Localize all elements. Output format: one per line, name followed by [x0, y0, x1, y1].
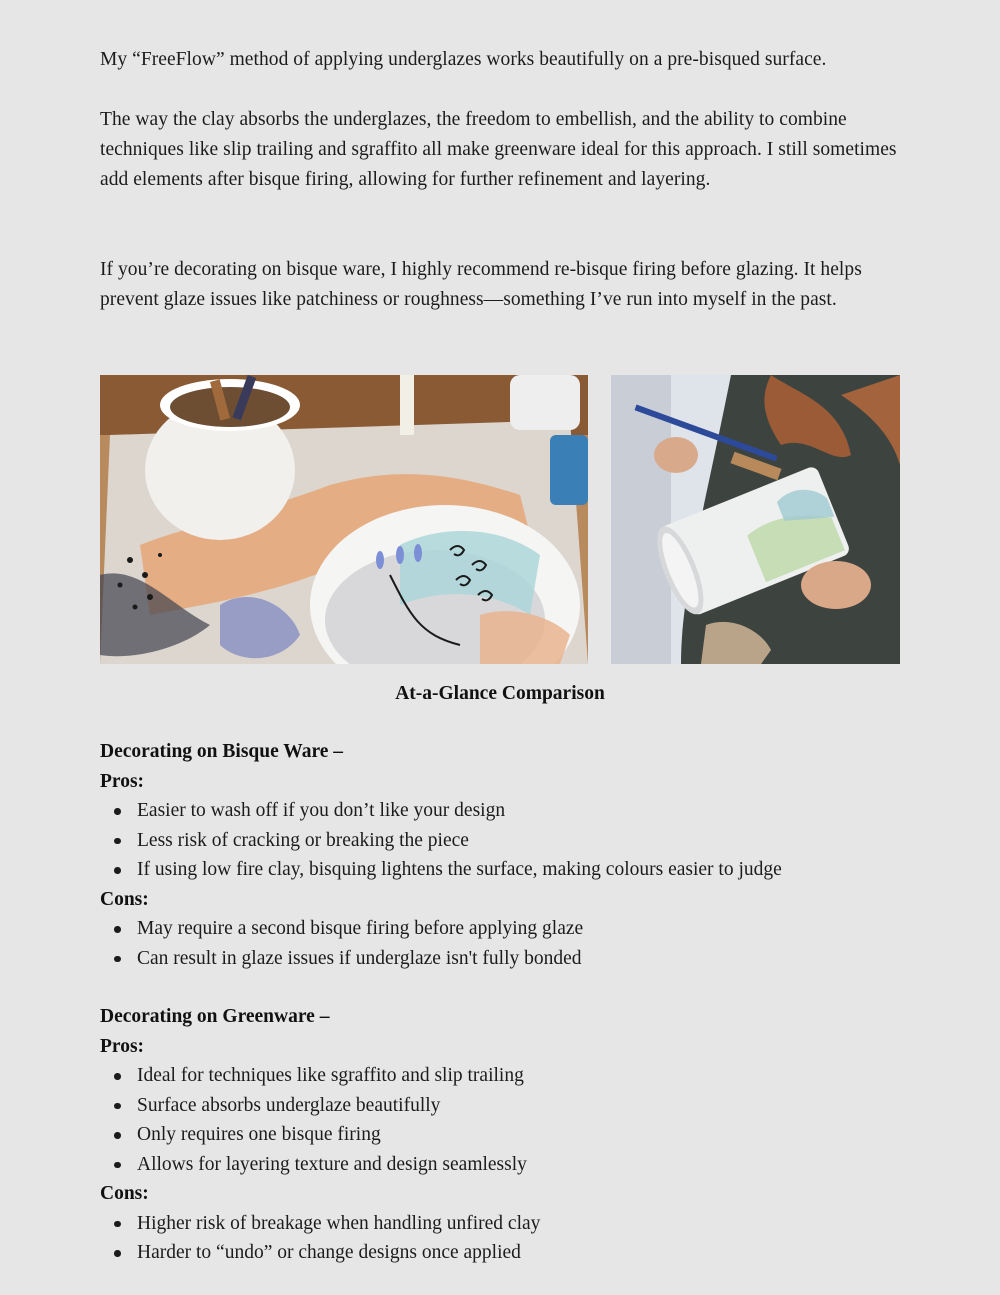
list-item-text: Less risk of cracking or breaking the piece [137, 829, 469, 851]
list-item [100, 1120, 920, 1150]
bullet-icon [114, 808, 121, 815]
list-item [100, 855, 920, 885]
list-item-text: Harder to “undo” or change designs once applied [137, 1242, 521, 1263]
list-item-text: Ideal for techniques like sgraffito and slip trailing [137, 1065, 524, 1086]
list-item-text: Higher risk of breakage when handling unfired clay [137, 1212, 541, 1234]
list-item-text: Allows for layering texture and design seamlessly [137, 1153, 527, 1175]
list-item-text: Easier to wash off if you don’t like your design [137, 800, 506, 821]
bullet-icon [114, 838, 121, 845]
list-item [100, 1061, 920, 1091]
bowl-decorating-photo [100, 375, 588, 664]
list-item [100, 826, 920, 856]
bisque-cons-list [100, 914, 920, 973]
list-item [100, 944, 920, 974]
bullet-icon [114, 1103, 121, 1110]
greenware-pros-label: Pros: [100, 1035, 145, 1057]
bisque-advice-paragraph: If you’re decorating on bisque ware, I highly recommend re-bisque firing before glazing. It helps prevent glaze issues like patchiness or roughness—something I’ve run into myself in the past. [100, 259, 862, 310]
list-item [100, 1209, 920, 1239]
bisque-pros-label: Pros: [100, 770, 145, 792]
list-item-text: Can result in glaze issues if underglaze isn't fully bonded [137, 947, 582, 969]
greenware-section [100, 1002, 920, 1268]
vase-painting-photo [611, 375, 900, 664]
list-item-text: Surface absorbs underglaze beautifully [137, 1094, 441, 1116]
bullet-icon [114, 1221, 121, 1228]
bullet-icon [114, 1162, 121, 1169]
bisque-pros-list [100, 796, 920, 885]
list-item [100, 1091, 920, 1121]
comparison-heading: At-a-Glance Comparison [395, 683, 605, 704]
greenware-paragraph: The way the clay absorbs the underglazes, the freedom to embellish, and the ability to combine techniques like slip trailing and sgraffito all make greenware ideal for this approach. I still sometimes add elements after bisque firing, allowing for further refinement and layering. [100, 109, 897, 190]
bullet-icon [114, 926, 121, 933]
list-item [100, 914, 920, 944]
bullet-icon [114, 867, 121, 874]
greenware-cons-list [100, 1209, 920, 1268]
greenware-cons-label: Cons: [100, 1183, 149, 1204]
bisque-ware-section [100, 737, 920, 973]
bullet-icon [114, 1073, 121, 1080]
bullet-icon [114, 1250, 121, 1257]
bullet-icon [114, 956, 121, 963]
bisque-section-title: Decorating on Bisque Ware – [100, 741, 344, 762]
bisque-cons-label: Cons: [100, 888, 149, 910]
intro-paragraph: My “FreeFlow” method of applying underglazes works beautifully on a pre-bisqued surface. [100, 49, 827, 70]
list-item [100, 1238, 920, 1268]
list-item-text: May require a second bisque firing before applying glaze [137, 918, 584, 939]
list-item-text: Only requires one bisque firing [137, 1124, 381, 1145]
list-item-text: If using low fire clay, bisquing lightens the surface, making colours easier to judge [137, 859, 782, 880]
bullet-icon [114, 1132, 121, 1139]
greenware-pros-list [100, 1061, 920, 1179]
list-item [100, 796, 920, 826]
greenware-section-title: Decorating on Greenware – [100, 1006, 330, 1027]
list-item [100, 1150, 920, 1180]
